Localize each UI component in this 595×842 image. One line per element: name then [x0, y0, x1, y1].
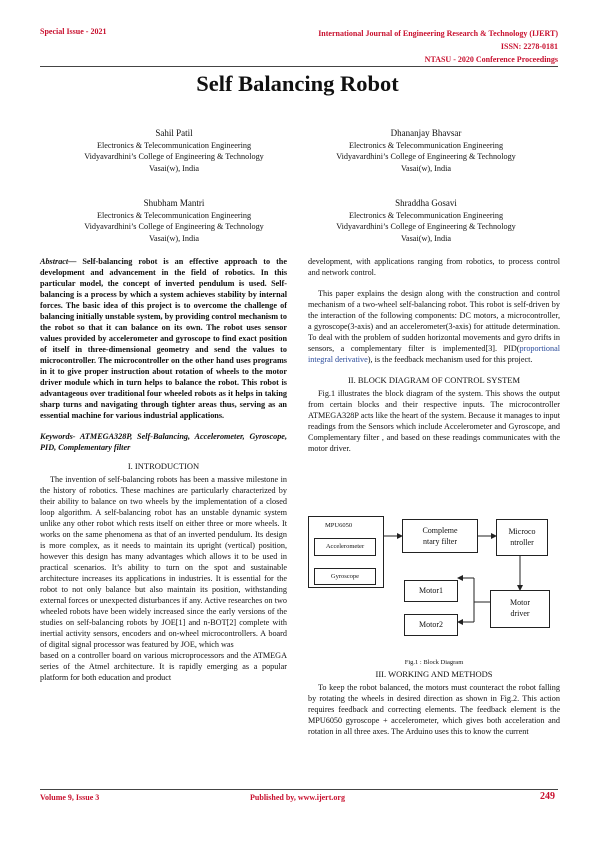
- author-department: Electronics & Telecommunication Engineering: [348, 210, 504, 220]
- complementary-filter-block: [402, 519, 478, 553]
- microcontroller-block: [496, 519, 548, 556]
- issue-label: Special Issue - 2021: [40, 27, 107, 36]
- author-name: Sahil Patil: [155, 128, 193, 138]
- author-location: Vasai(w), India: [148, 163, 199, 173]
- publisher: Published by, www.ijert.org: [250, 793, 345, 802]
- micro-line2: ntroller: [510, 538, 534, 547]
- author-location: Vasai(w), India: [400, 163, 451, 173]
- abstract: [40, 256, 287, 421]
- micro-line1: Microco: [508, 527, 536, 536]
- driver-line2: driver: [510, 609, 530, 618]
- paper-title: Self Balancing Robot: [196, 71, 399, 96]
- page-number: 249: [540, 791, 555, 802]
- author-name: Dhananjay Bhavsar: [390, 128, 462, 138]
- working-paragraph: To keep the robot balanced, the motors must counteract the robot falling by rotating the wheels in desired direction as shown in Fig.2. This action requires feedback and correcting elements. The feedback element is the MPU6050 gyroscope + accelerometer, which gives both acceleration and rotation in all three axes. The Arduino uses this to know the current: [308, 683, 560, 736]
- footer-divider: [40, 789, 558, 790]
- block-diagram: [308, 516, 560, 656]
- journal-header: [318, 27, 558, 66]
- left-column: [40, 256, 287, 683]
- driver-line1: Motor: [510, 598, 530, 607]
- author-location: Vasai(w), India: [400, 233, 451, 243]
- motor-driver-block: [490, 590, 550, 628]
- accelerometer-block: Accelerometer: [314, 538, 376, 556]
- design-text: This paper explains the design along with the construction and control mechanism of a two-wheel self-balancing robot. This robot is self-driven by the interaction of the following components: DC motors, a microcontroller, a gyroscope(3-axis) and an accelerometer(3-axis) for attitude determination. To deal with the problem of sudden horizontal movements and gyro drifts in sensors, a complementary filter is implemented[3]. PID(: [308, 289, 560, 353]
- author-block: [301, 128, 551, 174]
- section-heading-introduction: I. INTRODUCTION: [127, 461, 200, 471]
- intro-paragraph: The invention of self-balancing robots has been a massive milestone in the history of robotics. These machines are particularly characterized by their ability to balance on two wheels by the implementation of a closed loop algorithm. A self-balancing robot has an unstable dynamic system unlike any other robot which rests itself on either three or more wheels. It works on the same phenomena as that of an inverted pendulum. Its design is more complex, as it needs to maintain its upright (vertical) position, however this design has many advantages which allows it to be used in practical scenarios. It’s ability to turn on the spot and sustainable architecture increases its applications in industries. It is essential for the robot to not only balance but also maintain its position, withstanding external forces or unexpected disturbances if any. Active researches on two wheeled robots have been widely increased since the early versions of the studies on self-balancing robots by JOE[1] and n-BOT[2] complete with inertial activity sensors, encoders and on-wheel microcontrollers. A board of digital signal processor was featured by JOE, which was: [40, 475, 287, 649]
- right-column-bottom: [308, 669, 560, 737]
- author-department: Electronics & Telecommunication Engineering: [348, 140, 504, 150]
- volume-issue: Volume 9, Issue 3: [40, 793, 100, 802]
- conference-name: NTASU - 2020 Conference Proceedings: [424, 55, 558, 64]
- author-location: Vasai(w), India: [148, 233, 199, 243]
- author-block: [49, 128, 299, 174]
- issn: ISSN: 2278-0181: [500, 42, 558, 51]
- abstract-text: Self-balancing robot is an effective approach to the development and advancement in the field of robotics. In this particular model, the concept of inverted pendulum is used. Self-balancing is a process by which a system achieves stability by internal forces. The basic idea of this project is to overcome the challenge of balancing initially unstable system, by providing control mechanism to the robot so that it can balance on its own. The robot uses sensor values provided by accelerometer and gyroscope to find exact position of itself in three-dimensional geometry and send the values to microcontroller. The microcontroller on the other hand uses programs in it to give proper instruction about rotation of wheels to the motor driver module which in turn helps to balance the robot. This robot is advantageous over traditional four wheeled robots as it helps in taking sharp turns and navigating through tighter areas thus, serving as an essential machine for various industrial applications.: [40, 257, 287, 420]
- journal-name: International Journal of Engineering Research & Technology (IJERT): [318, 29, 558, 38]
- author-college: Vidyavardhini’s College of Engineering & Technology: [336, 152, 516, 161]
- motor1-block: Motor1: [404, 580, 458, 602]
- author-college: Vidyavardhini’s College of Engineering & Technology: [84, 222, 264, 231]
- gyroscope-block: Gyroscope: [314, 568, 376, 585]
- author-department: Electronics & Telecommunication Engineering: [96, 140, 252, 150]
- comp-filter-line2: ntary filter: [423, 537, 457, 546]
- author-block: [301, 198, 551, 244]
- author-name: Shubham Mantri: [143, 198, 205, 208]
- section-heading-block-diagram: II. BLOCK DIAGRAM OF CONTROL SYSTEM: [347, 375, 521, 385]
- figure-caption: Fig.1 : Block Diagram: [404, 659, 464, 666]
- motor2-block: Motor2: [404, 614, 458, 636]
- section-heading-working: III. WORKING AND METHODS: [375, 669, 493, 679]
- author-block: [49, 198, 299, 244]
- design-paragraph: [308, 288, 560, 365]
- mpu6050-label: MPU6050: [325, 522, 353, 529]
- author-department: Electronics & Telecommunication Engineering: [96, 210, 252, 220]
- development-paragraph: development, with applications ranging from robotics, to process control and network control.: [308, 257, 560, 277]
- author-college: Vidyavardhini’s College of Engineering & Technology: [336, 222, 516, 231]
- block-diagram-paragraph: Fig.1 illustrates the block diagram of the system. This shows the output from certain blocks and their respective inputs. The microcontroller ATMEGA328P acts like the heart of the system. Because it manages to input readings from the Sensors which include Accelerometer and Gyroscope, and Complementary filter , and based on these readings communicates with the motor driver.: [308, 389, 560, 453]
- design-text-end: ), is the feedback mechanism used for this project.: [367, 355, 533, 364]
- header-divider: [40, 66, 558, 67]
- author-name: Shraddha Gosavi: [395, 198, 457, 208]
- author-college: Vidyavardhini’s College of Engineering & Technology: [84, 152, 264, 161]
- right-column-top: [308, 256, 560, 454]
- abstract-lead: Abstract—: [40, 257, 77, 266]
- keywords: Keywords- ATMEGA328P, Self-Balancing, Accelerometer, Gyroscope, PID, Complementary filter: [40, 432, 287, 452]
- intro-paragraph-continued: based on a controller board on various microprocessors and the ATMEGA series of the Atmel architecture. It is rapidly emerging as a popular platform for both education and product: [40, 651, 287, 682]
- comp-filter-line1: Compleme: [422, 526, 458, 535]
- pid-expansion: proportional integral derivative: [308, 344, 560, 364]
